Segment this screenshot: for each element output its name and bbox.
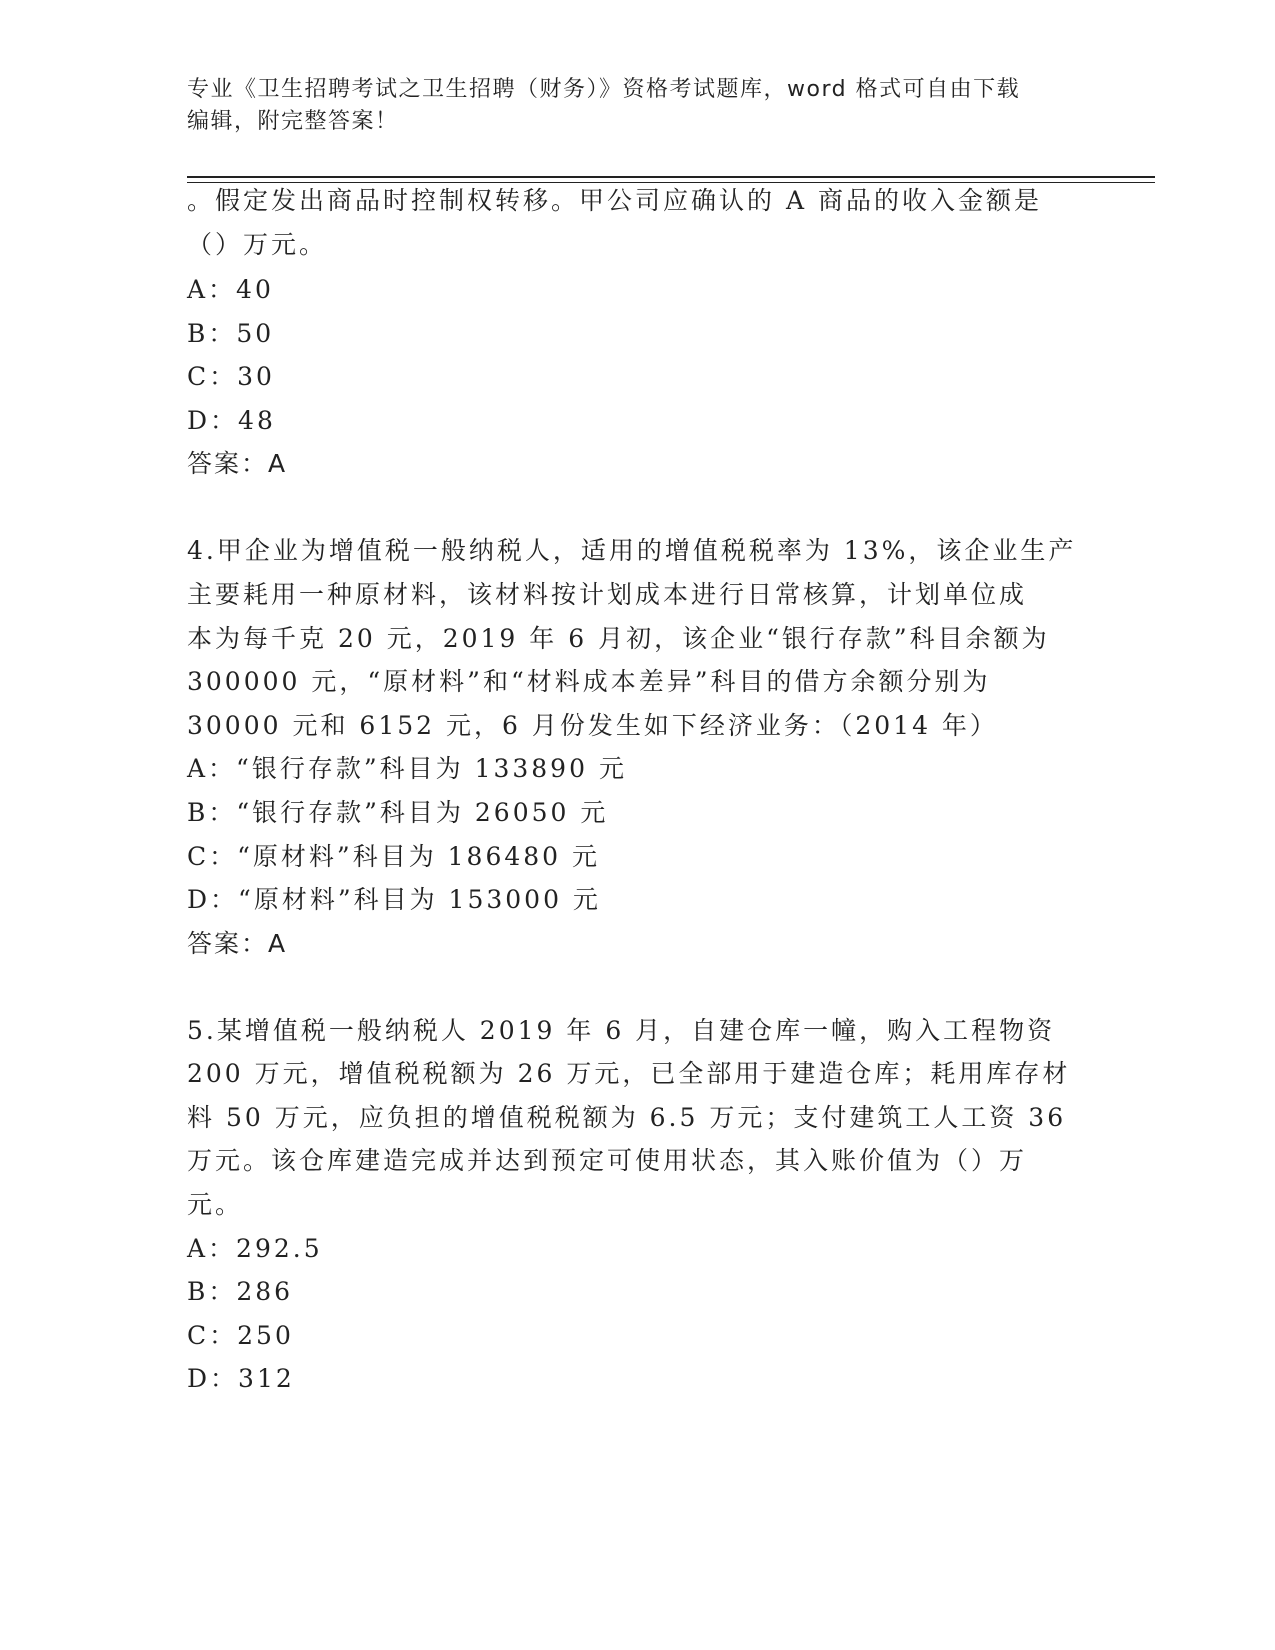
header-divider-thin (187, 182, 1155, 183)
q3-answer: 答案：A (187, 449, 288, 478)
q4-stem-line-1: 4.甲企业为增值税一般纳税人，适用的增值税税率为 13%，该企业生产 (187, 536, 1077, 565)
q4-stem-line-4: 300000 元，“原材料”和“材料成本差异”科目的借方余额分别为 (187, 667, 991, 696)
q5-option-b: B：286 (187, 1277, 294, 1306)
q3-stem-line-1: 。假定发出商品时控制权转移。甲公司应确认的 A 商品的收入金额是 (187, 186, 1042, 215)
header-line-2: 编辑，附完整答案！ (187, 109, 399, 134)
q5-stem-line-4: 万元。该仓库建造完成并达到预定可使用状态，其入账价值为（）万 (187, 1146, 1028, 1175)
q4-option-a: A：“银行存款”科目为 133890 元 (187, 754, 627, 783)
document-header (187, 74, 1067, 138)
q4-stem-line-5: 30000 元和 6152 元，6 月份发生如下经济业务：（2014 年） (187, 711, 998, 740)
q4-answer: 答案：A (187, 929, 288, 958)
q3-option-c: C：30 (187, 362, 275, 391)
q5-stem-line-3: 料 50 万元，应负担的增值税税额为 6.5 万元；支付建筑工人工资 36 (187, 1103, 1067, 1132)
q4-option-b: B：“银行存款”科目为 26050 元 (187, 798, 609, 827)
q4-option-c: C：“原材料”科目为 186480 元 (187, 842, 601, 871)
q3-stem-line-2: （）万元。 (187, 230, 328, 259)
q3-option-a: A：40 (187, 275, 274, 304)
header-divider-thick (187, 176, 1155, 178)
q4-stem-line-3: 本为每千克 20 元，2019 年 6 月初，该企业“银行存款”科目余额为 (187, 624, 1050, 653)
q4-stem-line-2: 主要耗用一种原材料，该材料按计划成本进行日常核算，计划单位成 (187, 580, 1028, 609)
q4-option-d: D：“原材料”科目为 153000 元 (187, 885, 601, 914)
q5-option-a: A：292.5 (187, 1234, 323, 1263)
q5-stem-line-2: 200 万元，增值税税额为 26 万元，已全部用于建造仓库；耗用库存材 (187, 1059, 1071, 1088)
q5-option-c: C：250 (187, 1321, 294, 1350)
q3-option-b: B：50 (187, 319, 275, 348)
q5-option-d: D：312 (187, 1364, 295, 1393)
q3-option-d: D：48 (187, 406, 276, 435)
q5-stem-line-1: 5.某增值税一般纳税人 2019 年 6 月，自建仓库一幢，购入工程物资 (187, 1016, 1056, 1045)
header-line-1: 专业《卫生招聘考试之卫生招聘（财务）》资格考试题库，word 格式可自由下载 (187, 77, 1021, 102)
q5-stem-line-5: 元。 (187, 1190, 244, 1219)
